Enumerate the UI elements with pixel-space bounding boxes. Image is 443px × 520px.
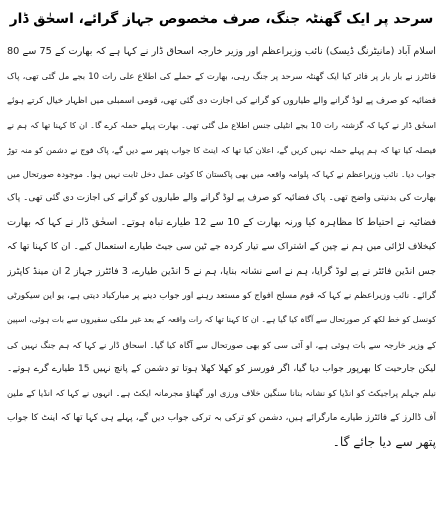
article-line: اسحٰق ڈار نے کہا کہ گزشتہ رات 10 بجے انٹیلی جنس اطلاع مل گئی تھی۔ بھارت پہلے حملہ کرے گا۔ ان کا کہنا تھا کہ ہم نے <box>7 120 436 131</box>
article-line: جس انڈین فائٹر نے پے لوڈ گرایا، ہم نے اسے نشانہ بنایا، ہم نے 5 انڈین طیارے، 3 فائٹرز جہاز 2 ان مینڈ کاپٹرز <box>7 265 436 277</box>
article-line: گرائے۔ نائب وزیراعظم نے کہا کہ قوم مسلح افواج کو مستعد رہنے اور جواب دینے پر مبارکباد دیتی ہے، یو این سیکورٹی <box>7 290 436 301</box>
article-line: کیخلاف لڑائی میں ہم نے چین کے اشتراک سے تیار کردہ جے ٹین سی جیٹ طیارے استعمال کیے۔ ان کا کہنا تھا کہ <box>7 241 436 253</box>
article-line: فیصلہ کیا تھا کہ ہم پہلے حملہ نہیں کریں گے، اعلان کیا تھا کہ اینٹ کا جواب پتھر سے دیں گے، پاک فوج نے دشمن کو منہ توڑ <box>7 144 436 155</box>
article-line: فضائیہ کو صرف پے لوڈ گرانے والے طیاروں کو گرانے کی اجازت دی گئی تھی، قومی اسمبلی میں اظہار خیال کرتے ہوئے <box>7 95 436 106</box>
article-line: کے وزیر خارجہ سے بات ہوئی ہے، او آئی سی کو بھی صورتحال سے آگاہ کیا گیا۔ اسحاق ڈار نے کہا کہ ہم جنگ نہیں کی <box>7 339 436 350</box>
article-line: جواب دیا۔ نائب وزیراعظم نے کہا کہ پلوامہ واقعہ میں بھی پاکستان کا کوئی عمل دخل ثابت نہیں ہوا۔ موجودہ صورتحال میں <box>7 168 436 179</box>
article-line: آف ڈالرز کے فائٹرز طیارے مارگرائے ہیں، دشمن کو ترکی بہ ترکی جواب دیں گے، پہلے ہی کہا تھا کہ اینٹ کا جواب <box>7 412 436 423</box>
article-line: کونسل کو خط لکھ کر صورتحال سے آگاہ کیا گیا ہے۔ ان کا کہنا تھا کہ رات واقعہ کے بعد غیر ملکی سفیروں سے بات ہوئی، اسپین <box>7 315 436 325</box>
article-line: بھارت کی بدنیتی واضح تھی۔ پاک فضائیہ کو صرف پے لوڈ گرانے والے طیاروں کو گرانے کی اجازت دی گئی تھی۔ پاک <box>7 193 436 204</box>
article-body <box>7 40 436 455</box>
article-headline: سرحد پر ایک گھنٹہ جنگ، صرف مخصوص جہاز گرائے، اسحٰق ڈار <box>9 11 434 27</box>
article-line: فائٹرز نے بار بار پر فائر کیا ایک گھنٹہ سرحد پر جنگ رہی، بھارت کے حملے کی اطلاع علی رات 10 بجے مل گئی تھی، پاک <box>7 71 436 82</box>
article-line: اسلام آباد (مانیٹرنگ ڈیسک) نائب وزیراعظم اور وزیر خارجہ اسحاق ڈار نے کہا ہے کہ بھارت کے 75 سے 80 <box>7 46 436 57</box>
article-line: پتھر سے دیا جائے گا۔ <box>332 435 436 450</box>
article-line: لیکن جارحیت کا بھرپور جواب دیا گیا، اگر فورسز کو کھلا کھلا ہوتا تو دشمن کے پانچ نہیں 15 طیارے گرے ہوتے۔ <box>7 363 436 375</box>
article-line: نیلم جہلم پراجیکٹ کو انڈیا کو نشانہ بنانا سنگین خلاف ورزی اور گھناؤ مجرمانہ ایکٹ ہے۔ انہوں نے کہا کہ انڈیا کے ملین <box>7 388 436 399</box>
article-line: فضائیہ نے احتیاط کا مظاہرہ کیا ورنہ بھارت کے 10 سے 12 طیارے تباہ ہوتے۔ اسحٰق ڈار نے کہا کہ بھارت <box>7 216 436 228</box>
